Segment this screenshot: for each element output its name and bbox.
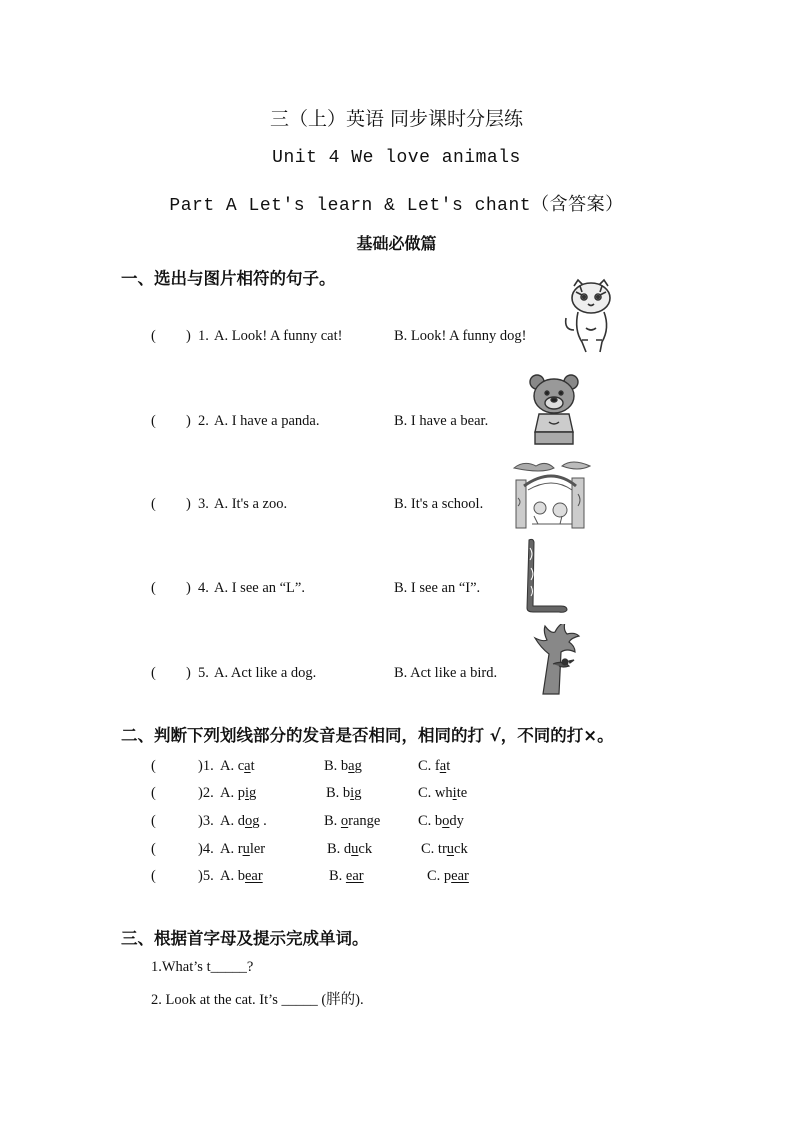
question-number: )3. <box>198 813 214 829</box>
answer-paren-close: ) <box>186 580 191 596</box>
answer-paren-open: ( <box>151 785 156 801</box>
section1-heading: 一、选出与图片相符的句子。 <box>121 269 336 288</box>
level-label: 基础必做篇 <box>356 234 437 253</box>
cat-icon <box>560 278 622 356</box>
word-c: C. fat <box>418 758 451 774</box>
zoo-icon <box>512 458 592 532</box>
answer-paren-open: ( <box>151 758 156 774</box>
option-b: B. I see an “I”. <box>394 580 481 596</box>
answer-paren-close: ) <box>186 328 191 344</box>
section3-heading: 三、根据首字母及提示完成单词。 <box>121 929 369 948</box>
option-a: A. I have a panda. <box>214 413 320 429</box>
unit-title: Unit 4 We love animals <box>272 148 521 168</box>
option-b: B. I have a bear. <box>394 413 489 429</box>
answer-paren-open: ( <box>151 813 156 829</box>
answer-paren-close: ) <box>186 496 191 512</box>
letter-l-icon <box>524 538 568 614</box>
option-a: A. Act like a dog. <box>214 665 317 681</box>
word-c: C. white <box>418 785 468 801</box>
question-number: 3. <box>198 496 209 512</box>
option-b: B. Look! A funny dog! <box>394 328 527 344</box>
answer-paren-open: ( <box>151 841 156 857</box>
word-c: C. truck <box>421 841 468 857</box>
question-number: 4. <box>198 580 209 596</box>
answer-paren-open: ( <box>151 665 156 681</box>
answer-paren-close: ) <box>186 413 191 429</box>
answer-paren-open: ( <box>151 413 156 429</box>
question-number: )5. <box>198 868 214 884</box>
part-title: Part A Let's learn & Let's chant（含答案） <box>169 196 624 216</box>
question-number: 1. <box>198 328 209 344</box>
option-b: B. Act like a bird. <box>394 665 498 681</box>
question-number: )4. <box>198 841 214 857</box>
word-c: C. pear <box>427 868 469 884</box>
question-number: )1. <box>198 758 214 774</box>
word-c: C. body <box>418 813 464 829</box>
option-b: B. It's a school. <box>394 496 484 512</box>
section2-heading: 二、判断下列划线部分的发音是否相同，相同的打 √，不同的打×。 <box>121 726 614 745</box>
answer-paren-open: ( <box>151 328 156 344</box>
word-b: B. orange <box>324 813 381 829</box>
fill-in-item-2: 2. Look at the cat. It’s _____ (胖的). <box>151 992 364 1008</box>
bird-tree-icon <box>521 624 581 696</box>
page-title: 三（上）英语 同步课时分层练 <box>269 108 524 130</box>
word-b: B. bag <box>324 758 362 774</box>
word-b: B. duck <box>327 841 373 857</box>
word-b: B. ear <box>329 868 364 884</box>
question-number: )2. <box>198 785 214 801</box>
word-a: A. cat <box>220 758 255 774</box>
bear-icon <box>527 372 581 448</box>
word-a: A. pig <box>220 785 257 801</box>
word-b: B. big <box>326 785 362 801</box>
option-a: A. It's a zoo. <box>214 496 288 512</box>
word-a: A. ruler <box>220 841 266 857</box>
question-number: 5. <box>198 665 209 681</box>
fill-in-item-1: 1.What’s t_____? <box>151 959 254 975</box>
question-number: 2. <box>198 413 209 429</box>
answer-paren-open: ( <box>151 868 156 884</box>
option-a: A. I see an “L”. <box>214 580 305 596</box>
answer-paren-close: ) <box>186 665 191 681</box>
word-a: A. dog . <box>220 813 267 829</box>
answer-paren-open: ( <box>151 580 156 596</box>
word-a: A. bear <box>220 868 263 884</box>
answer-paren-open: ( <box>151 496 156 512</box>
option-a: A. Look! A funny cat! <box>214 328 343 344</box>
